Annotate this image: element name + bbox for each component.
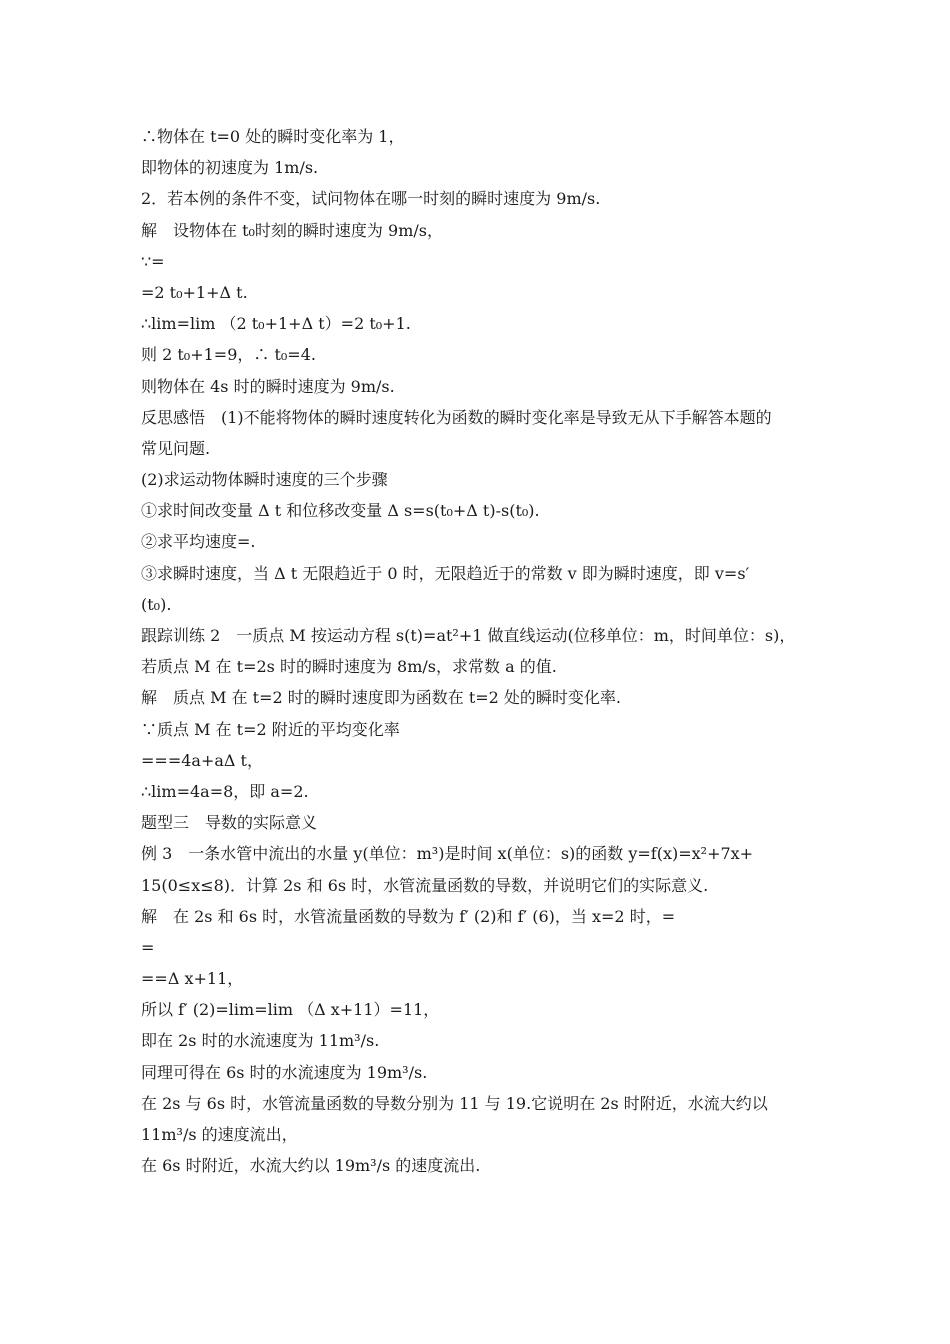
text-line: ∵= [141, 251, 165, 271]
text-line: 常见问题. [141, 438, 211, 458]
text-line: ③求瞬时速度，当 Δ t 无限趋近于 0 时，无限趋近于的常数 v 即为瞬时速度，即 v=s′ [141, 563, 750, 583]
text-line: (2)求运动物体瞬时速度的三个步骤 [141, 470, 388, 490]
text-line: 则 2 t₀+1=9，∴ t₀=4. [141, 345, 316, 365]
text-line: 解 在 2s 和 6s 时，水管流量函数的导数为 f′ (2)和 f′ (6)，当 x=2 时，= [141, 906, 676, 926]
text-line: 在 6s 时附近，水流大约以 19m³/s 的速度流出. [141, 1156, 481, 1176]
text-line: (t₀). [141, 594, 172, 614]
text-line: 反思感悟 (1)不能将物体的瞬时速度转化为函数的瞬时变化率是导致无从下手解答本题的 [141, 407, 772, 427]
text-line: 若质点 M 在 t=2s 时的瞬时速度为 8m/s，求常数 a 的值. [141, 657, 557, 677]
text-line: ∴lim=4a=8，即 a=2. [141, 781, 309, 801]
text-line: 15(0≤x≤8)．计算 2s 和 6s 时，水管流量函数的导数，并说明它们的实际意义. [141, 875, 709, 895]
text-line: ==Δ x+11， [141, 969, 244, 989]
text-line: 11m³/s 的速度流出， [141, 1125, 298, 1144]
text-line: 例 3 一条水管中流出的水量 y(单位：m³)是时间 x(单位：s)的函数 y=f(x)=x²+7x+ [141, 844, 754, 864]
text-line: ===4a+aΔ t， [141, 750, 263, 770]
text-line: ②求平均速度=. [141, 532, 256, 552]
text-line: 跟踪训练 2 一质点 M 按运动方程 s(t)=at²+1 做直线运动(位移单位：m，时间单位：s)， [141, 626, 796, 645]
text-line: 即在 2s 时的水流速度为 11m³/s. [141, 1031, 380, 1051]
text-line: 解 设物体在 t₀时刻的瞬时速度为 9m/s， [141, 220, 443, 240]
text-line: 所以 f′ (2)=lim=lim （Δ x+11）=11， [141, 1000, 440, 1020]
text-line: 即物体的初速度为 1m/s. [141, 158, 319, 178]
text-line: =2 t₀+1+Δ t. [141, 282, 248, 302]
text-line: 2．若本例的条件不变，试问物体在哪一时刻的瞬时速度为 9m/s. [141, 189, 601, 209]
text-line: 题型三 导数的实际意义 [141, 813, 318, 833]
text-line: 解 质点 M 在 t=2 时的瞬时速度即为函数在 t=2 处的瞬时变化率. [141, 688, 622, 708]
text-line: 在 2s 与 6s 时，水管流量函数的导数分别为 11 与 19.它说明在 2s 时附近，水流大约以 [141, 1093, 768, 1113]
document-body [141, 121, 816, 1181]
text-line: = [141, 937, 155, 957]
text-line: 则物体在 4s 时的瞬时速度为 9m/s. [141, 376, 395, 396]
text-line: ∵质点 M 在 t=2 附近的平均变化率 [141, 719, 400, 739]
text-line: ①求时间改变量 Δ t 和位移改变量 Δ s=s(t₀+Δ t)-s(t₀). [141, 501, 540, 521]
text-line: ∴物体在 t=0 处的瞬时变化率为 1， [141, 127, 405, 146]
text-line: ∴lim=lim （2 t₀+1+Δ t）=2 t₀+1. [141, 314, 411, 334]
text-line: 同理可得在 6s 时的水流速度为 19m³/s. [141, 1062, 428, 1082]
